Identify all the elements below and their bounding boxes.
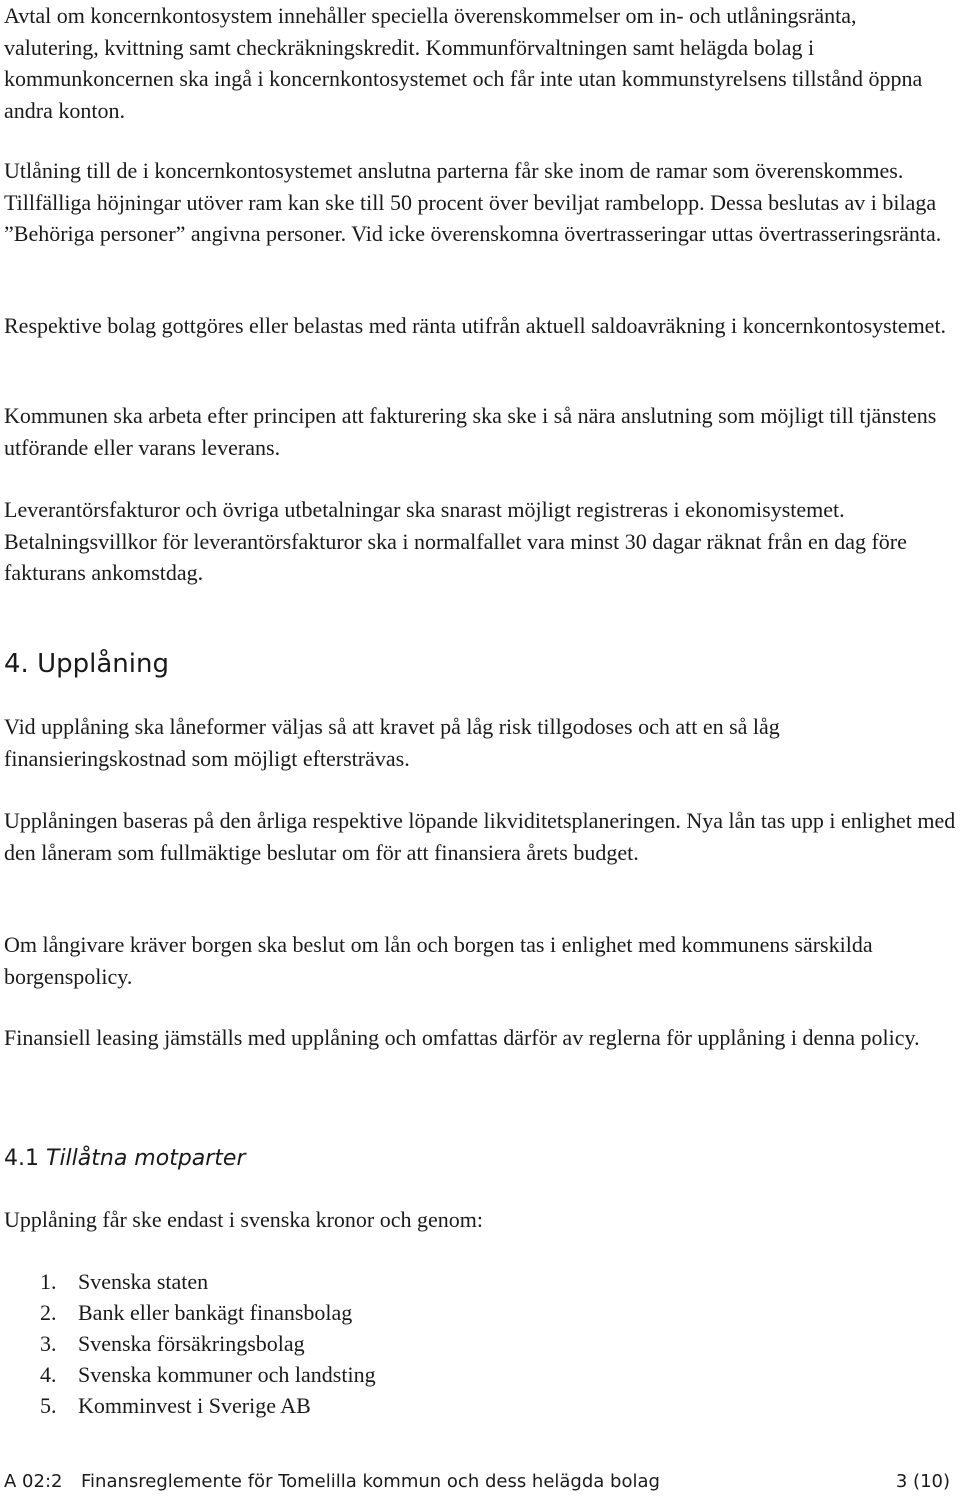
paragraph-leverantorsfakturor: Leverantörsfakturor och övriga utbetalningar ska snarast möjligt registreras i ekonomisystemet. Betalningsvillkor för leverantörsfakturor ska i normalfallet vara minst 30 dagar räknat från en dag före fakturans ankomstdag.	[4, 497, 907, 585]
list-item	[4, 1266, 376, 1297]
list-item-text: Svenska kommuner och landsting	[78, 1362, 376, 1387]
paragraph-laneformer: Vid upplåning ska låneformer väljas så att kravet på låg risk tillgodoses och att en så låg finansieringskostnad som möjligt eftersträvas.	[4, 714, 780, 771]
footer-page-number: 3 (10)	[895, 1471, 950, 1492]
section-heading-upplaning: 4. Upplåning	[4, 649, 169, 679]
list-item-text: Bank eller bankägt finansbolag	[78, 1300, 353, 1325]
list-item-text: Svenska staten	[78, 1269, 209, 1294]
subsection-heading-motparter	[4, 1144, 246, 1174]
motparter-list	[4, 1266, 376, 1421]
list-item-text: Svenska försäkringsbolag	[78, 1331, 305, 1356]
list-item	[4, 1297, 376, 1328]
paragraph-likviditetsplanering: Upplåningen baseras på den årliga respektive löpande likviditetsplaneringen. Nya lån tas upp i enlighet med den låneram som fullmäktige beslutar om för att finansiera årets budget.	[4, 808, 956, 865]
paragraph-ranta-bolag: Respektive bolag gottgöres eller belastas med ränta utifrån aktuell saldoavräkning i koncernkontosystemet.	[4, 313, 947, 338]
list-item-number: 4.	[40, 1362, 57, 1387]
subsection-number: 4.1	[4, 1146, 39, 1171]
list-item	[4, 1328, 376, 1359]
list-item-number: 3.	[40, 1331, 57, 1356]
footer-document-code: A 02:2	[4, 1471, 63, 1492]
list-item	[4, 1390, 376, 1421]
list-item-number: 1.	[40, 1269, 57, 1294]
paragraph-borgen: Om långivare kräver borgen ska beslut om lån och borgen tas i enlighet med kommunens särskilda borgenspolicy.	[4, 932, 873, 989]
paragraph-leasing: Finansiell leasing jämställs med upplåning och omfattas därför av reglerna för upplåning i denna policy.	[4, 1025, 920, 1050]
paragraph-motparter-intro: Upplåning får ske endast i svenska kronor och genom:	[4, 1207, 483, 1232]
list-item-number: 5.	[40, 1393, 57, 1418]
list-item	[4, 1359, 376, 1390]
paragraph-koncernkonto-avtal: Avtal om koncernkontosystem innehåller speciella överenskommelser om in- och utlåningsränta, valutering, kvittning samt checkräkningskredit. Kommunförvaltningen samt helägda bolag i kommunkoncernen ska ingå i koncernkontosystemet och får inte utan kommunstyrelsens tillstånd öppna andra konton.	[4, 3, 923, 123]
footer-document-title: Finansreglemente för Tomelilla kommun och dess helägda bolag	[81, 1471, 660, 1492]
list-item-text: Komminvest i Sverige AB	[78, 1393, 311, 1418]
paragraph-fakturering: Kommunen ska arbeta efter principen att fakturering ska ske i så nära anslutning som möjligt till tjänstens utförande eller varans leverans.	[4, 403, 937, 460]
list-item-number: 2.	[40, 1300, 57, 1325]
subsection-title: Tillåtna motparter	[46, 1146, 246, 1171]
paragraph-utlaning: Utlåning till de i koncernkontosystemet anslutna parterna får ske inom de ramar som överenskommes. Tillfälliga höjningar utöver ram kan ske till 50 procent över beviljat rambelopp. Dessa beslutas av i bilaga ”Behöriga personer” angivna personer. Vid icke överenskomna övertrasseringar uttas övertrasseringsränta.	[4, 158, 942, 246]
